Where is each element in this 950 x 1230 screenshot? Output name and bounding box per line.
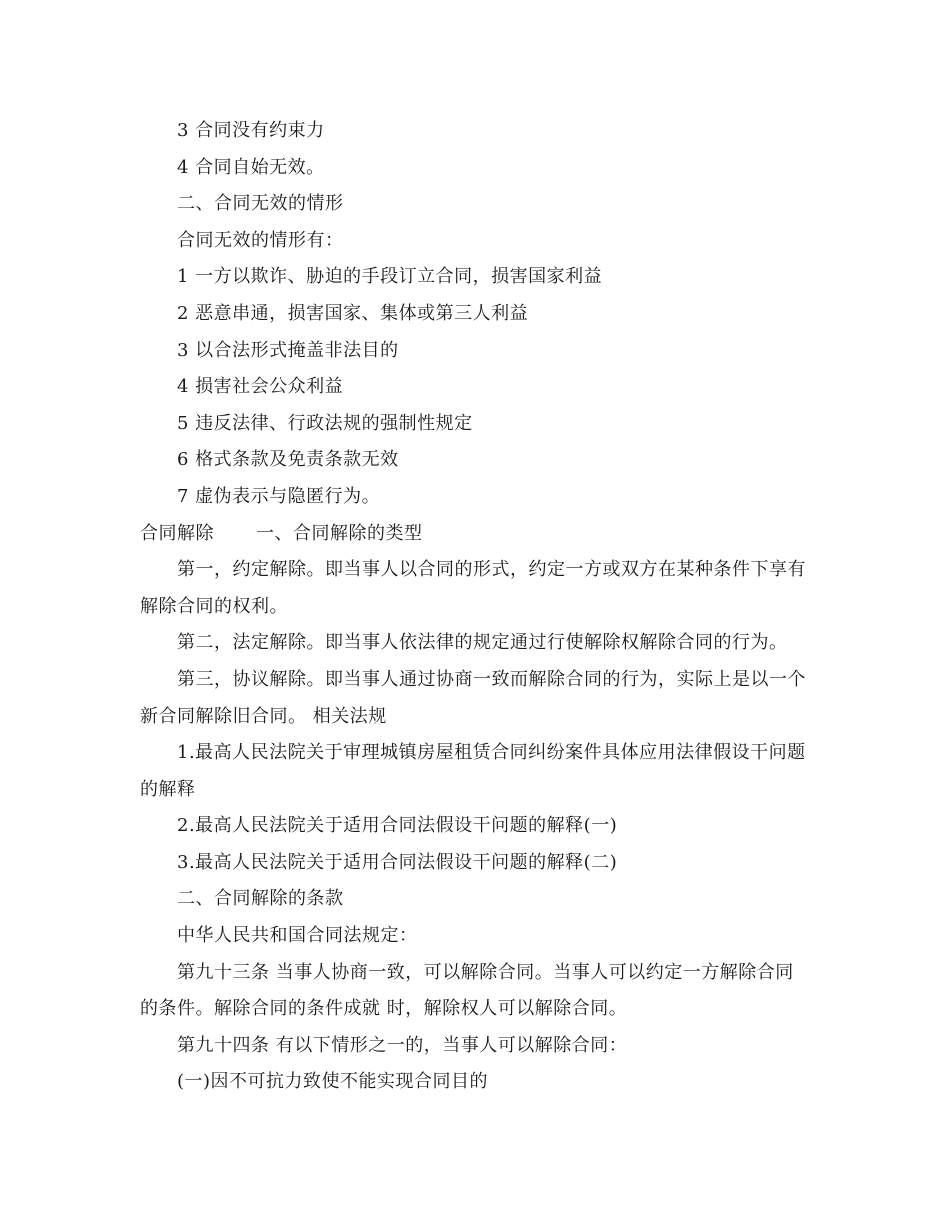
list-item: 2 恶意串通，损害国家、集体或第三人利益 <box>177 302 529 324</box>
text-line: 合同无效的情形有： <box>177 229 344 251</box>
paragraph-line: 新合同解除旧合同。 相关法规 <box>140 705 387 727</box>
article-item: (一)因不可抗力致使不能实现合同目的 <box>177 1071 489 1093</box>
text-line: 3 合同没有约束力 <box>177 120 325 141</box>
paragraph-line: 解除合同的权利。 <box>140 595 288 617</box>
heading-line: 二、合同无效的情形 <box>177 193 344 215</box>
list-item: 6 格式条款及免责条款无效 <box>177 449 399 471</box>
law-item: 1.最高人民法院关于审理城镇房屋租赁合同纠纷案件具体应用法律假设干问题 <box>177 742 806 764</box>
document-page <box>140 113 812 1101</box>
list-item: 4 损害社会公众利益 <box>177 376 344 398</box>
paragraph-line: 第二，法定解除。即当事人依法律的规定通过行使解除权解除合同的行为。 <box>177 632 788 654</box>
text-line: 4 合同自始无效。 <box>177 156 325 178</box>
paragraph-line: 第一，约定解除。即当事人以合同的形式，约定一方或双方在某种条件下享有 <box>177 559 806 581</box>
law-item: 的解释 <box>140 778 196 800</box>
article-line: 的条件。解除合同的条件成就 时，解除权人可以解除合同。 <box>140 998 628 1020</box>
section-subtitle: 一、合同解除的类型 <box>256 522 423 544</box>
law-item: 3.最高人民法院关于适用合同法假设干问题的解释(二) <box>177 851 618 873</box>
list-item: 1 一方以欺诈、胁迫的手段订立合同，损害国家利益 <box>177 266 603 288</box>
list-item: 5 违反法律、行政法规的强制性规定 <box>177 412 473 434</box>
article-line: 第九十三条 当事人协商一致，可以解除合同。当事人可以约定一方解除合同 <box>177 961 794 983</box>
section-heading <box>140 516 812 553</box>
law-item: 2.最高人民法院关于适用合同法假设干问题的解释(一) <box>177 815 618 837</box>
section-title: 合同解除 <box>140 522 214 544</box>
paragraph-line: 第三，协议解除。即当事人通过协商一致而解除合同的行为，实际上是以一个 <box>177 668 806 690</box>
list-item: 7 虚伪表示与隐匿行为。 <box>177 485 381 507</box>
list-item: 3 以合法形式掩盖非法目的 <box>177 339 399 361</box>
heading-line: 二、合同解除的条款 <box>177 888 344 910</box>
text-line: 中华人民共和国合同法规定： <box>177 925 418 947</box>
article-line: 第九十四条 有以下情形之一的，当事人可以解除合同： <box>177 1034 628 1056</box>
